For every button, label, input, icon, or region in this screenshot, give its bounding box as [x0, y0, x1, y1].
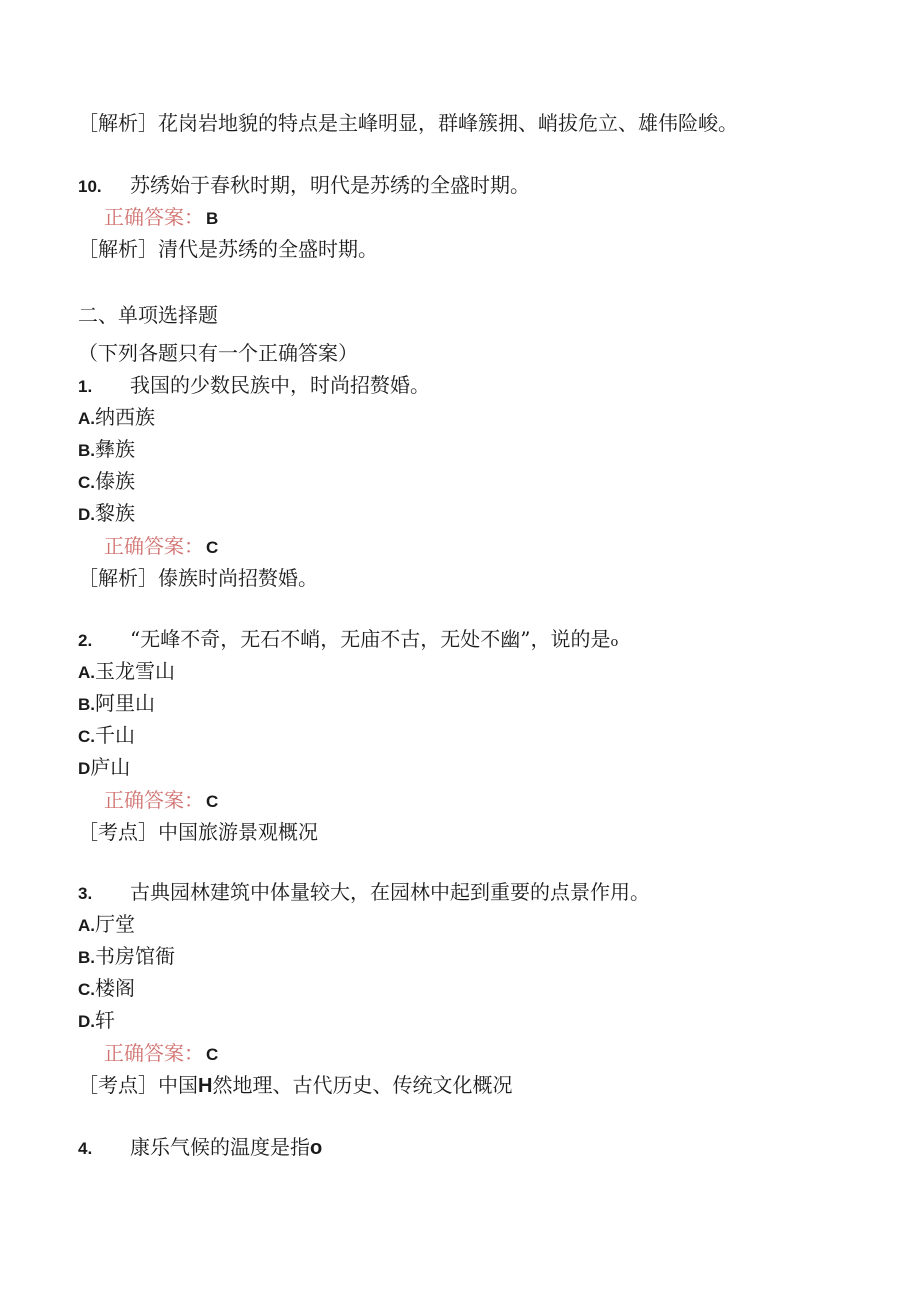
option-letter: C.: [78, 980, 95, 999]
answer-q3: [104, 1040, 218, 1068]
option-text: 厅堂: [95, 912, 135, 936]
answer-value: C: [206, 792, 219, 811]
question-text: 苏绣始于春秋时期，明代是苏绣的全盛时期。: [130, 173, 530, 197]
option-letter: B.: [78, 695, 95, 714]
trailing-mark: o: [310, 1137, 323, 1159]
option-b[interactable]: [78, 436, 135, 464]
analysis-granite: ［解析］花岗岩地貌的特点是主峰明显，群峰簇拥、峭拔危立、雄伟险峻。: [78, 111, 738, 135]
note-prefix: ［考点］中国: [78, 1073, 198, 1097]
question-text: 康乐气候的温度是指: [130, 1135, 310, 1159]
answer-label: 正确答案：: [104, 788, 204, 812]
answer-label: 正确答案：: [104, 534, 204, 558]
option-letter: C.: [78, 473, 95, 492]
option-text: 书房馆衙: [95, 944, 175, 968]
analysis-q10: ［解析］清代是苏绣的全盛时期。: [78, 237, 378, 261]
question-2: [78, 626, 618, 656]
option-text: 千山: [95, 723, 135, 747]
question-text: 古典园林建筑中体量较大，在园林中起到重要的点景作用。: [130, 880, 650, 904]
option-text: 纳西族: [95, 405, 155, 429]
question-text: 我国的少数民族中，时尚招赘婚。: [130, 373, 430, 397]
note-suffix: 然地理、古代历史、传统文化概况: [212, 1073, 513, 1097]
answer-value: C: [206, 1045, 219, 1064]
option-a[interactable]: [78, 911, 135, 939]
option-text: 彝族: [95, 437, 135, 461]
option-c[interactable]: [78, 722, 135, 750]
option-text: 楼阁: [95, 976, 135, 1000]
trailing-mark: o: [610, 635, 619, 650]
option-letter: D.: [78, 1012, 95, 1031]
option-letter: A.: [78, 663, 95, 682]
note-glyph: H: [198, 1075, 213, 1097]
question-1: [78, 372, 430, 400]
question-number: 4.: [78, 1139, 93, 1158]
option-c[interactable]: [78, 975, 135, 1003]
option-text: 黎族: [95, 501, 135, 525]
option-letter: A.: [78, 409, 95, 428]
answer-q2: [104, 787, 218, 815]
option-d[interactable]: [78, 1007, 115, 1035]
option-a[interactable]: [78, 658, 175, 686]
question-10: [78, 172, 530, 200]
answer-q1: [104, 533, 218, 561]
question-number: 2.: [78, 631, 93, 650]
option-letter: D.: [78, 505, 95, 524]
option-letter: D: [78, 759, 91, 778]
question-number: 1.: [78, 377, 93, 396]
option-c[interactable]: [78, 468, 135, 496]
option-d[interactable]: [78, 754, 130, 782]
answer-label: 正确答案：: [104, 205, 204, 229]
option-text: 玉龙雪山: [95, 659, 175, 683]
answer-value: C: [206, 538, 219, 557]
question-4: [78, 1134, 322, 1162]
option-d[interactable]: [78, 500, 135, 528]
answer-label: 正确答案：: [104, 1041, 204, 1065]
option-letter: C.: [78, 727, 95, 746]
option-text: 阿里山: [95, 691, 155, 715]
answer-q10: [104, 204, 218, 232]
option-a[interactable]: [78, 404, 155, 432]
option-b[interactable]: [78, 943, 175, 971]
question-text: “无峰不奇，无石不峭，无庙不古，无处不幽”，说的是: [130, 627, 611, 651]
option-b[interactable]: [78, 690, 155, 718]
option-text: 轩: [95, 1008, 115, 1032]
note-q3: [78, 1072, 512, 1099]
section-title: 二、单项选择题: [78, 303, 218, 327]
note-q2: ［考点］中国旅游景观概况: [78, 820, 318, 844]
question-3: [78, 879, 650, 907]
analysis-q1: ［解析］傣族时尚招赘婚。: [78, 566, 318, 590]
option-letter: B.: [78, 441, 95, 460]
option-letter: A.: [78, 916, 95, 935]
section-subtitle: （下列各题只有一个正确答案）: [78, 341, 358, 365]
question-number: 10.: [78, 177, 102, 196]
question-number: 3.: [78, 884, 93, 903]
option-letter: B.: [78, 948, 95, 967]
answer-value: B: [206, 209, 219, 228]
option-text: 傣族: [95, 469, 135, 493]
option-text: 庐山: [90, 755, 131, 779]
